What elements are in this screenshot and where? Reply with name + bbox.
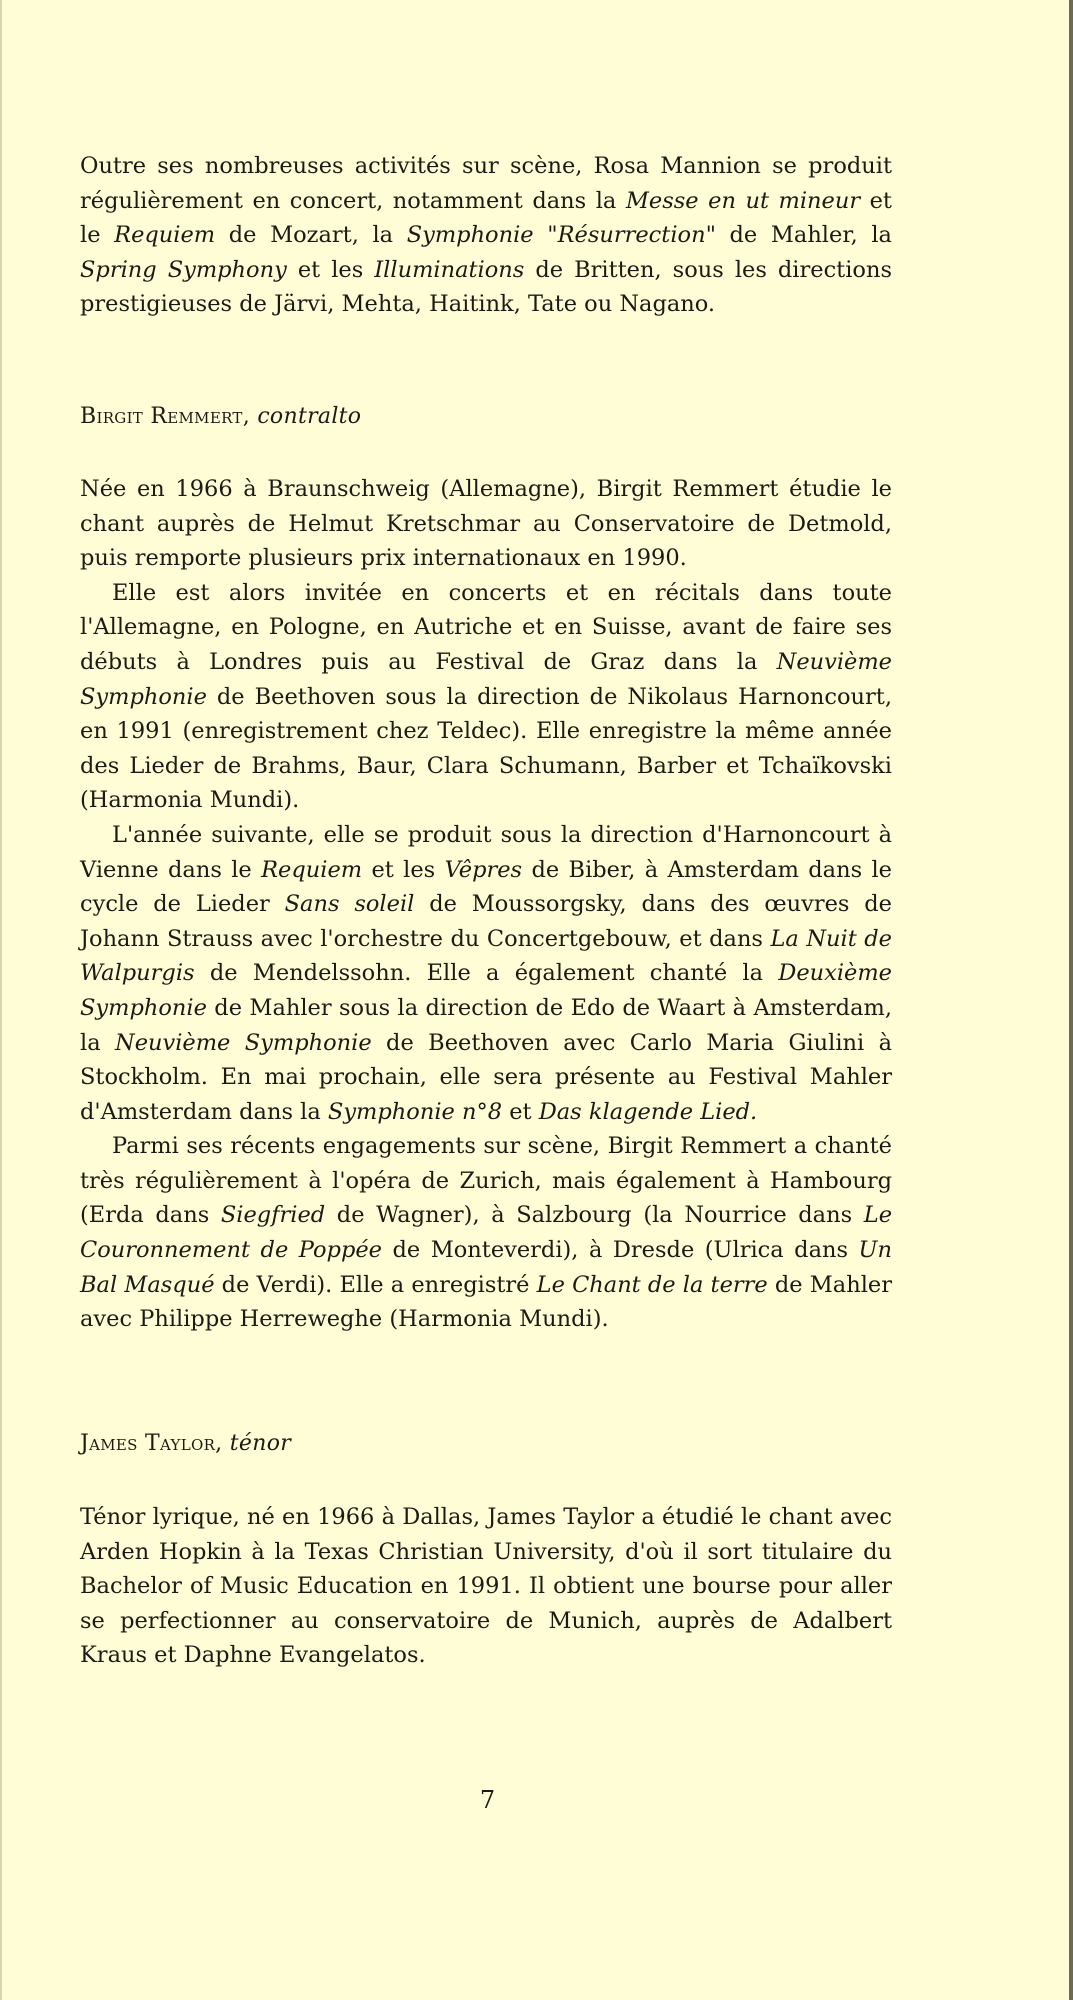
italic-title: Neuvième Symphonie (80, 648, 892, 710)
intro-paragraph: Outre ses nombreuses activités sur scène, Rosa Mannion se produit régulièrement en concert, notamment dans la Messe en ut mineur et le Requiem de Mozart, la Symphonie "Résurrection" de Mahler, la Spring Symphony et les Illuminations de Britten, sous les directions prestigieuses de Järvi, Mehta, Haitink, Tate ou Nagano. (80, 153, 892, 318)
italic-title: Illuminations (374, 256, 525, 283)
italic-title: Messe en ut mineur (625, 187, 861, 214)
intro-paragraph-block (80, 149, 892, 322)
italic-title: Symphonie n°8 (327, 1098, 503, 1125)
taylor-bio (80, 1500, 892, 1673)
voice-type: contralto (257, 404, 362, 429)
page-left-edge (0, 0, 2, 2000)
page-right-edge (1069, 0, 1073, 2000)
italic-title: Le Couronnement de Poppée (80, 1202, 893, 1264)
section-heading-remmert (80, 402, 361, 432)
section-heading-taylor (80, 1429, 291, 1459)
italic-title: Das klagende Lied. (538, 1098, 758, 1125)
italic-title: Siegfried (220, 1202, 326, 1229)
italic-title: Sans soleil (284, 891, 415, 918)
italic-title: Symphonie "Résurrection" (406, 222, 716, 249)
bio-paragraph: L'année suivante, elle se produit sous la direction d'Harnoncourt à Vienne dans le Requiem et les Vêpres de Biber, à Amsterdam dans le cycle de Lieder Sans soleil de Moussorgsky, dans des œuvres de Johann Strauss avec l'orchestre du Concertgebouw, et dans La Nuit de Walpurgis de Mendelssohn. Elle a également chanté la Deuxième Symphonie de Mahler sous la direction de Edo de Waart à Amsterdam, la Neuvième Symphonie de Beethoven avec Carlo Maria Giulini à Stockholm. En mai prochain, elle sera présente au Festival Mahler d'Amsterdam dans la Symphonie n°8 et Das klagende Lied. (80, 821, 893, 1125)
italic-title: Neuvième Symphonie (115, 1029, 372, 1056)
artist-name: James Taylor, (80, 1431, 223, 1456)
bio-paragraph: Elle est alors invitée en concerts et en récitals dans toute l'Allemagne, en Pologne, en Autriche et en Suisse, avant de faire ses débuts à Londres puis au Festival de Graz dans la Neuvième Symphonie de Beethoven sous la direction de Nikolaus Harnoncourt, en 1991 (enregistrement chez Teldec). Elle enregistre la même année des Lieder de Brahms, Baur, Clara Schumann, Barber et Tchaïkovski (Harmonia Mundi). (80, 579, 892, 814)
bio-paragraph: Parmi ses récents engagements sur scène, Birgit Remmert a chanté très régulièrement à l'opéra de Zurich, mais également à Hambourg (Erda dans Siegfried de Wagner), à Salzbourg (la Nourrice dans Le Couronnement de Poppée de Monteverdi), à Dresde (Ulrica dans Un Bal Masqué de Verdi). Elle a enregistré Le Chant de la terre de Mahler avec Philippe Herreweghe (Harmonia Mundi). (80, 1133, 893, 1333)
italic-title: Requiem (261, 856, 363, 883)
italic-title: Deuxième Symphonie (80, 960, 892, 1021)
remmert-bio (80, 472, 892, 1337)
bio-paragraph: Ténor lyrique, né en 1966 à Dallas, James Taylor a étudié le chant avec Arden Hopkin à la Texas Christian University, d'où il sort titulaire du Bachelor of Music Education en 1991. Il obtient une bourse pour aller se perfectionner au conservatoire de Munich, auprès de Adalbert Kraus et Daphne Evangelatos. (80, 1504, 892, 1669)
italic-title: Un Bal Masqué (80, 1237, 892, 1298)
italic-title: Spring Symphony (80, 256, 287, 283)
page-number: 7 (479, 1786, 496, 1814)
italic-title: Vêpres (444, 856, 523, 883)
italic-title: La Nuit de Walpurgis (80, 925, 892, 987)
bio-paragraph: Née en 1966 à Braunschweig (Allemagne), Birgit Remmert étudie le chant auprès de Helmut Kretschmar au Conservatoire de Detmold, puis remporte plusieurs prix internationaux en 1990. (80, 476, 892, 572)
artist-name: Birgit Remmert, (80, 404, 251, 429)
italic-title: Le Chant de la terre (536, 1271, 768, 1298)
voice-type: ténor (229, 1431, 292, 1456)
italic-title: Requiem (114, 222, 216, 249)
